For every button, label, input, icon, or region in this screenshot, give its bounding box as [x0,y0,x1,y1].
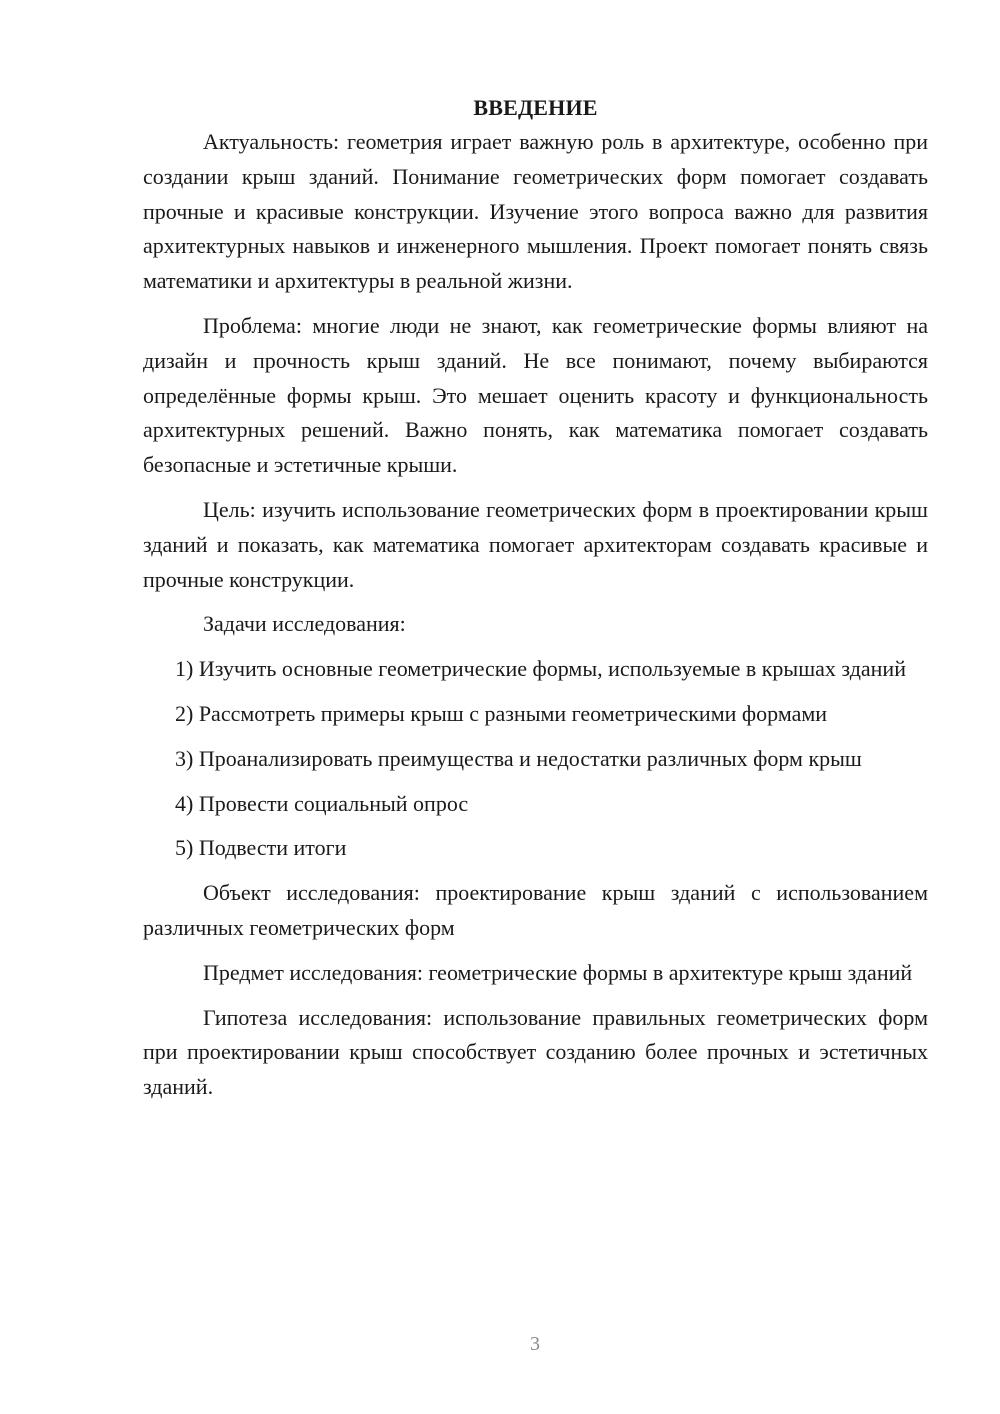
page-title: ВВЕДЕНИЕ [473,95,598,120]
goal-paragraph: Цель: изучить использование геометрических форм в проектировании крыш зданий и показать, как математика помогает архитекторам создавать красивые и прочные конструкции. [143,496,928,592]
subject-paragraph: Предмет исследования: геометрические формы в архитектуре крыш зданий [203,959,913,985]
relevance-paragraph: Актуальность: геометрия играет важную роль в архитектуре, особенно при создании крыш зданий. Понимание геометрических форм помогает создавать прочные и красивые конструкции. Изучение этого вопроса важно для развития архитектурных навыков и инженерного мышления. Проект помогает понять связь математики и архитектуры в реальной жизни. [143,129,928,294]
object-paragraph: Объект исследования: проектирование крыш зданий с использованием различных геометрических форм [143,880,928,940]
task-item-5: 5) Подвести итоги [175,835,347,861]
tasks-title: Задачи исследования: [203,611,406,637]
task-item-3: 3) Проанализировать преимущества и недостатки различных форм крыш [175,745,862,771]
task-item-2: 2) Рассмотреть примеры крыш с разными геометрическими формами [175,700,828,726]
problem-paragraph: Проблема: многие люди не знают, как геометрические формы влияют на дизайн и прочность крыш зданий. Не все понимают, почему выбираются определённые формы крыш. Это мешает оценить красоту и функциональность архитектурных решений. Важно понять, как математика помогает создавать безопасные и эстетичные крыши. [143,312,928,478]
task-item-4: 4) Провести социальный опрос [175,790,469,816]
document-page [143,90,928,1115]
page-number: 3 [530,1333,540,1355]
task-item-1: 1) Изучить основные геометрические формы, используемые в крышах зданий [175,656,906,682]
hypothesis-paragraph: Гипотеза исследования: использование правильных геометрических форм при проектировании крыш способствует созданию более прочных и эстетичных зданий. [143,1004,928,1100]
